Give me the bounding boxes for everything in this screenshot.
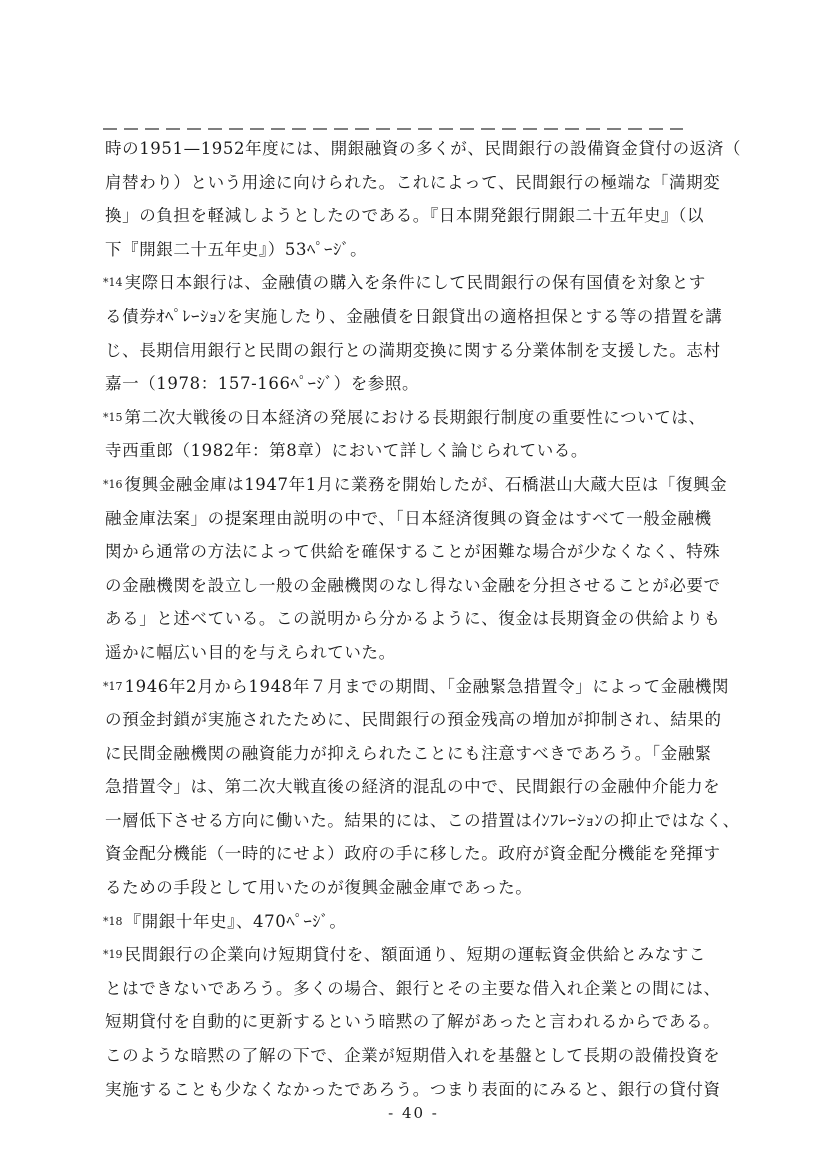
line-text: の預金封鎖が実施されたために、民間銀行の預金残高の増加が抑制され、結果的 [105,710,722,730]
line-text: 換」の負担を軽減しようとしたのである。『日本開発銀行開銀二十五年史』（以 [105,206,705,226]
text-line [103,905,733,939]
text-line [103,703,733,737]
text-line [103,837,733,871]
text-line [103,602,733,636]
text-line [103,233,733,267]
text-line [103,300,733,334]
line-text: 資金配分機能（一時的にせよ）政府の手に移した。政府が資金配分機能を発揮す [105,844,721,864]
line-text: 第二次大戦後の日本経済の発展における長期銀行制度の重要性については、 [124,407,706,427]
line-text: 実際日本銀行は、金融債の購入を条件にして民間銀行の保有国債を対象とす [124,273,706,293]
text-line [103,804,740,838]
footnote-marker: *18 [103,914,123,928]
line-text: とはできないであろう。多くの場合、銀行とその主要な借入れ企業との間には、 [105,978,721,998]
footnote-marker: *14 [103,276,123,290]
text-line [103,199,733,233]
text-line [103,502,733,536]
text-line [103,636,733,670]
line-text: 関から通常の方法によって供給を確保することが困難な場合が少なくなく、特殊 [105,542,721,562]
footnote-marker: *17 [103,679,123,693]
line-text: 時の1951—1952年度には、開銀融資の多くが、民間銀行の設備資金貸付の返済（ [105,139,741,158]
text-line [103,132,741,166]
line-text: 短期貸付を自動的に更新するという暗黙の了解があったと言われるからである。 [105,1012,721,1032]
text-line [103,266,733,300]
text-line [103,1073,733,1107]
text-line [103,670,733,704]
text-line [103,468,733,502]
text-line [103,1005,733,1039]
line-text: じ、長期信用銀行と民間の銀行との満期変換に関する分業体制を支援した。志村 [105,340,721,360]
line-text: 復興金融金庫は1947年1月に業務を開始したが、石橋湛山大蔵大臣は「復興金 [124,474,728,494]
line-text: 実施することも少なくなかったであろう。つまり表面的にみると、銀行の貸付資 [105,1079,721,1099]
line-text: る債券ｵﾍﾟﾚｰｼｮﾝを実施したり、金融債を日銀貸出の適格担保とする等の措置を講 [105,306,723,326]
footnote-marker: *16 [103,477,123,491]
page-number: - 40 - [388,1104,439,1122]
line-text: 1946年2月から1948年７月までの期間、「金融緊急措置令」によって金融機関 [124,676,730,696]
line-text: 急措置令」は、第二次大戦直後の経済的混乱の中で、民間銀行の金融仲介能力を [105,777,721,797]
text-line [103,770,733,804]
footnote-marker: *19 [103,948,123,962]
line-text: 融金庫法案」の提案理由説明の中で、「日本経済復興の資金はすべて一般金融機 [105,508,712,528]
footnote-marker: *15 [103,410,123,424]
line-text: 遥かに幅広い目的を与えられていた。 [105,642,396,662]
line-text: ある」と述べている。この説明から分かるように、復金は長期資金の供給よりも [105,609,721,629]
text-line [103,938,733,972]
text-line [103,166,733,200]
text-line [103,401,733,435]
line-text: 肩替わり）という用途に向けられた。これによって、民間銀行の極端な「満期変 [105,172,721,192]
line-text: 下『開銀二十五年史』）53ﾍﾟｰｼﾞ。 [105,239,368,259]
footnote-text-block [103,132,741,1106]
line-text: に民間金融機関の融資能力が抑えられたことにも注意すべきであろう。「金融緊 [105,743,713,763]
line-text: るための手段として用いたのが復興金融金庫であった。 [105,878,533,898]
line-text: 嘉一（1978：157-166ﾍﾟｰｼﾞ）を参照。 [105,374,420,394]
text-line [103,737,733,771]
line-text: 民間銀行の企業向け短期貸付を、額面通り、短期の運転資金供給とみなすこ [124,945,706,965]
text-line [103,871,733,905]
line-text: の金融機関を設立し一般の金融機関のなし得ない金融を分担させることが必要で [105,575,721,595]
text-line [103,1039,733,1073]
text-line [103,569,733,603]
line-text: 寺西重郎（1982年：第8章）において詳しく論じられている。 [105,441,588,461]
text-line [103,535,733,569]
line-text: このような暗黙の了解の下で、企業が短期借入れを基盤として長期の設備投資を [105,1046,721,1066]
text-line [103,434,733,468]
line-text: 『開銀十年史』、470ﾍﾟｰｼﾞ。 [124,911,347,931]
text-line [103,367,733,401]
line-text: 一層低下させる方向に働いた。結果的には、この措置はｲﾝﾌﾚｰｼｮﾝの抑止ではなく、 [105,810,740,830]
text-line [103,972,733,1006]
text-line [103,334,733,368]
